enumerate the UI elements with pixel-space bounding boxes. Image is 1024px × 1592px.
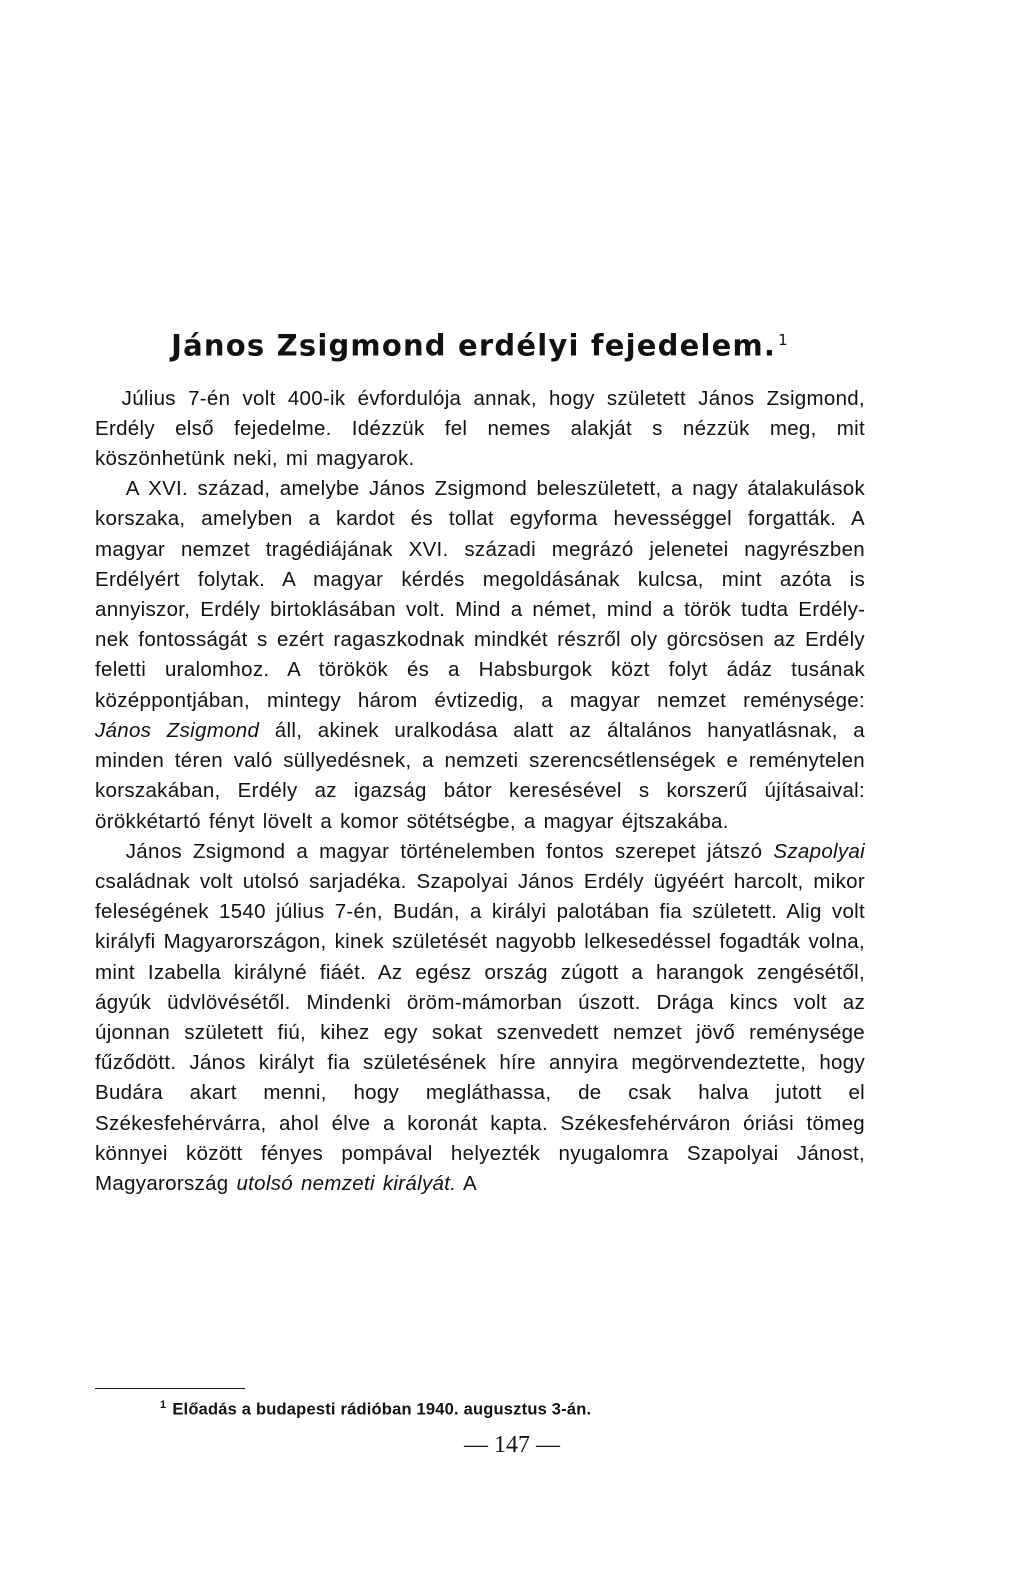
paragraph-text: áll, akinek uralkodása alatt az általános hanyatlásnak, a minden téren való süllyedésnek, a nemzeti szerencsétlenségek e reménytelen korszakában, Erdély az igazság bátor keresésével s korszerű újításaival: örökkétartó fényt lövelt a komor sötétségbe, a magyar éjtszakába. bbox=[95, 718, 865, 833]
italic-text: Szapolyai bbox=[773, 839, 865, 863]
chapter-title-text: János Zsigmond erdélyi fejedelem. bbox=[171, 328, 777, 363]
paragraph bbox=[95, 837, 865, 1199]
chapter-title bbox=[95, 320, 865, 366]
italic-text: János Zsigmond bbox=[95, 718, 260, 742]
paragraph-text: János Zsigmond a magyar történelemben fontos szerepet játszó bbox=[125, 839, 774, 863]
footnote-text: Előadás a budapesti rádióban 1940. augusztus 3-án. bbox=[172, 1400, 592, 1419]
paragraph-text: családnak volt utolsó sarjadéka. Szapolyai János Erdély ügyéért harcolt, mikor feleségének 1540 július 7-én, Budán, a királyi palotában fia született. Alig volt királyfi Magyarországon, kinek születését nagyobb lelkesedéssel fogadták volna, mint Izabella királyné fiáét. Az egész ország zúgott a harangok zengésétől, ágyúk üdvlövésétől. Mindenki öröm-mámorban úszott. Drága kincs volt az újonnan született fiú, kihez egy sokat szenvedett nemzet jövő reménysége fűződött. János királyt fia születésének híre annyira megörvendeztette, hogy Budára akart menni, hogy megláthassa, de csak halva jutott el Székesfehérvárra, ahol élve a koronát kapta. Székesfehérváron óriási tömeg könnyei között fényes pompával helyezték nyugalomra Szapolyai Jánost, Magyarország bbox=[95, 869, 865, 1195]
footnote-separator bbox=[95, 1388, 245, 1389]
paragraph-text: Július 7-én volt 400-ik évfordulója annak, hogy született János Zsigmond, Erdély első fejedelme. Idézzük fel nemes alakját s nézzük meg, mit köszönhetünk neki, mi magyarok. bbox=[95, 386, 865, 471]
footnote bbox=[160, 1399, 591, 1420]
footnote-reference: 1 bbox=[778, 331, 789, 349]
italic-text: utolsó nemzeti királyát. bbox=[236, 1171, 457, 1195]
paragraph-text: A XVI. század, amelybe János Zsigmond beleszületett, a nagy átalakulások korszaka, amelyben a kardot és tollat egyforma hevességgel forgatták. A magyar nemzet tragédiájának XVI. századi megrázó jelenetei nagyrészben Erdélyért folytak. A magyar kérdés megoldásának kulcsa, mint azóta is annyiszor, Erdély birtoklásában volt. Mind a német, mind a török tudta Erdélynek fontosságát s ezért ragaszkodnak mindkét részről oly görcsösen az Erdély feletti uralomhoz. A törökök és a Habsburgok közt folyt ádáz tusának középpontjában, mintegy három évtizedig, a magyar nemzet reménysége: bbox=[95, 477, 865, 712]
page-content bbox=[95, 320, 865, 1199]
footnote-mark: 1 bbox=[160, 1399, 167, 1411]
paragraph-text: A bbox=[456, 1171, 478, 1195]
page-number: — 147 — bbox=[464, 1432, 560, 1458]
body-text bbox=[95, 384, 865, 1199]
paragraph bbox=[95, 384, 865, 475]
paragraph bbox=[95, 474, 865, 836]
